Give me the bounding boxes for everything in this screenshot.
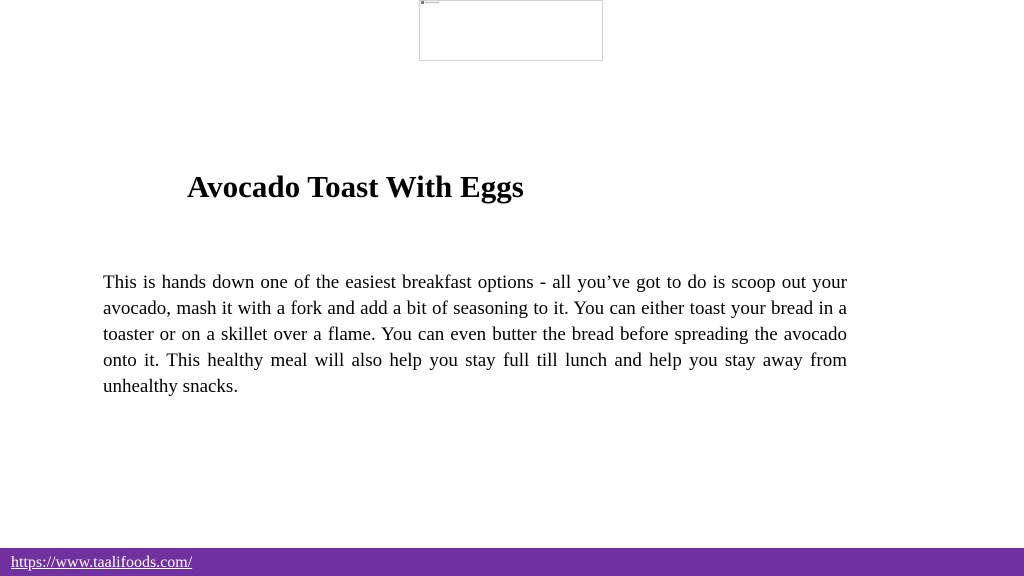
- broken-image-icon: [421, 1, 424, 4]
- slide-title: Avocado Toast With Eggs: [187, 169, 524, 204]
- website-link[interactable]: https://www.taalifoods.com/: [11, 554, 193, 571]
- recipe-image: [419, 0, 603, 61]
- image-alt-text: [425, 2, 439, 3]
- footer-bar: [0, 548, 1024, 576]
- slide-body-text: This is hands down one of the easiest breakfast options - all you’ve got to do is scoop out your avocado, mash it with a fork and add a bit of seasoning to it. You can either toast your bread in a toaster or on a skillet over a flame. You can even butter the bread before spreading the avocado onto it. This healthy meal will also help you stay full till lunch and help you stay away from unhealthy snacks.: [103, 272, 847, 397]
